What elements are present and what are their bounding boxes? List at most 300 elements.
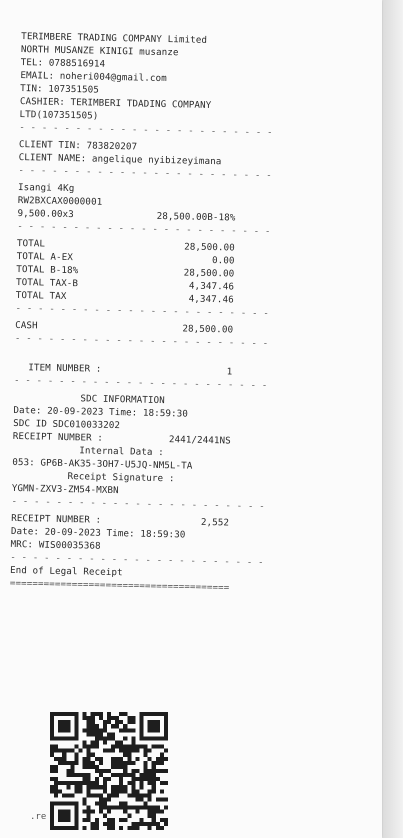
qr-module — [78, 785, 82, 789]
company-name: TERIMBERE TRADING COMPANY Limited — [21, 30, 208, 46]
qr-module — [115, 740, 119, 744]
qr-module — [103, 797, 107, 801]
qr-module — [50, 769, 54, 773]
qr-module — [83, 802, 87, 806]
qr-module — [103, 769, 107, 773]
qr-module — [131, 745, 135, 749]
qr-module — [148, 724, 152, 728]
qr-module — [119, 781, 123, 785]
footer-mrc: MRC: WIS00035368 — [10, 538, 101, 552]
cash-value: 28,500.00 — [182, 323, 234, 336]
qr-module — [58, 818, 62, 822]
qr-module — [160, 757, 164, 761]
qr-module — [127, 826, 131, 830]
qr-module — [103, 806, 107, 810]
qr-module — [103, 781, 107, 785]
qr-module — [91, 761, 95, 765]
qr-module — [62, 712, 66, 716]
qr-module — [131, 728, 135, 732]
qr-module — [87, 789, 91, 793]
qr-module — [91, 826, 95, 830]
qr-module — [91, 781, 95, 785]
qr-module — [62, 810, 66, 814]
qr-module — [62, 724, 66, 728]
qr-module — [70, 802, 74, 806]
qr-module — [140, 806, 144, 810]
qr-module — [156, 826, 160, 830]
qr-module — [123, 761, 127, 765]
qr-module — [62, 720, 66, 724]
qr-module — [50, 728, 54, 732]
qr-module — [160, 736, 164, 740]
qr-module — [107, 810, 111, 814]
qr-module — [87, 720, 91, 724]
qr-module — [83, 765, 87, 769]
qr-module — [62, 781, 66, 785]
qr-module — [62, 818, 66, 822]
qr-module — [148, 769, 152, 773]
qr-module — [99, 793, 103, 797]
qr-module — [74, 826, 78, 830]
separator: - - - - - - - - - - - - - - - - - - - - - - - — [15, 302, 270, 320]
qr-module — [123, 712, 127, 716]
total-value: 4,347.46 — [188, 280, 235, 293]
qr-module — [144, 769, 148, 773]
qr-module — [95, 728, 99, 732]
qr-module — [140, 781, 144, 785]
qr-module — [58, 802, 62, 806]
qr-module — [123, 802, 127, 806]
qr-module — [144, 793, 148, 797]
qr-module — [91, 720, 95, 724]
separator: - - - - - - - - - - - - - - - - - - - - - - - — [13, 374, 268, 392]
qr-module — [95, 736, 99, 740]
qr-module — [95, 781, 99, 785]
qr-module — [144, 765, 148, 769]
qr-module — [119, 785, 123, 789]
qr-module — [70, 773, 74, 777]
qr-module — [54, 769, 58, 773]
qr-module — [83, 728, 87, 732]
qr-module — [111, 716, 115, 720]
qr-module — [83, 740, 87, 744]
qr-module — [78, 773, 82, 777]
qr-module — [152, 806, 156, 810]
qr-module — [66, 761, 70, 765]
qr-module — [152, 712, 156, 716]
qr-module — [91, 724, 95, 728]
qr-module — [74, 757, 78, 761]
qr-module — [123, 789, 127, 793]
qr-module — [144, 753, 148, 757]
qr-module — [74, 728, 78, 732]
qr-module — [107, 732, 111, 736]
qr-module — [115, 785, 119, 789]
qr-module — [156, 757, 160, 761]
qr-module — [58, 724, 62, 728]
qr-module — [50, 785, 54, 789]
qr-module — [74, 781, 78, 785]
qr-module — [111, 826, 115, 830]
qr-module — [115, 789, 119, 793]
company-tel: TEL: 0788516914 — [20, 56, 106, 70]
qr-module — [66, 785, 70, 789]
qr-module — [111, 761, 115, 765]
qr-module — [103, 724, 107, 728]
qr-module — [58, 761, 62, 765]
qr-module — [152, 761, 156, 765]
qr-module — [107, 797, 111, 801]
total-label: TOTAL B-18% — [16, 263, 79, 277]
qr-module — [66, 826, 70, 830]
qr-module — [66, 810, 70, 814]
qr-module — [115, 724, 119, 728]
item-number-value: 1 — [226, 366, 233, 378]
internal-data-value: 053: GP6B-AK35-3OH7-U5JQ-NM5L-TA — [12, 456, 193, 472]
qr-module — [74, 712, 78, 716]
qr-module — [140, 724, 144, 728]
qr-module — [62, 736, 66, 740]
qr-module — [74, 720, 78, 724]
qr-module — [156, 797, 160, 801]
qr-module — [74, 785, 78, 789]
qr-module — [66, 736, 70, 740]
qr-module — [127, 716, 131, 720]
qr-module — [83, 745, 87, 749]
qr-module — [127, 814, 131, 818]
qr-module — [111, 822, 115, 826]
separator: - - - - - - - - - - - - - - - - - - - - - - - — [18, 164, 272, 182]
qr-module — [95, 745, 99, 749]
qr-module — [119, 773, 123, 777]
qr-module — [152, 777, 156, 781]
qr-module — [70, 761, 74, 765]
qr-module — [74, 773, 78, 777]
qr-module — [99, 716, 103, 720]
qr-module — [140, 728, 144, 732]
qr-module — [87, 785, 91, 789]
qr-module — [103, 822, 107, 826]
qr-module — [74, 802, 78, 806]
qr-module — [95, 712, 99, 716]
separator: - - - - - - - - - - - - - - - - - - - - - - - — [11, 495, 265, 513]
qr-module — [91, 785, 95, 789]
total-value: 28,500.00 — [184, 241, 235, 254]
qr-module — [152, 745, 156, 749]
qr-module — [111, 806, 115, 810]
qr-module — [70, 781, 74, 785]
qr-module — [115, 793, 119, 797]
qr-module — [144, 712, 148, 716]
qr-module — [160, 745, 164, 749]
qr-module — [140, 720, 144, 724]
qr-module — [135, 797, 139, 801]
qr-module — [50, 818, 54, 822]
qr-module — [99, 810, 103, 814]
qr-module — [95, 740, 99, 744]
qr-module — [103, 740, 107, 744]
qr-module — [152, 728, 156, 732]
qr-module — [54, 712, 58, 716]
qr-module — [95, 802, 99, 806]
qr-module — [62, 826, 66, 830]
qr-module — [164, 728, 168, 732]
qr-module — [123, 773, 127, 777]
qr-module — [144, 777, 148, 781]
qr-module — [99, 712, 103, 716]
qr-module — [54, 802, 58, 806]
qr-module — [156, 724, 160, 728]
qr-module — [160, 761, 164, 765]
qr-module — [99, 769, 103, 773]
qr-code — [50, 712, 168, 830]
qr-module — [95, 793, 99, 797]
qr-module — [111, 793, 115, 797]
qr-module — [99, 802, 103, 806]
separator: - - - - - - - - - - - - - - - - - - - - - - - — [14, 332, 269, 350]
internal-data-label: Internal Data : — [79, 445, 164, 459]
qr-module — [148, 712, 152, 716]
qr-module — [87, 773, 91, 777]
qr-module — [119, 789, 123, 793]
qr-module — [164, 818, 168, 822]
qr-module — [135, 806, 139, 810]
qr-module — [119, 745, 123, 749]
qr-module — [115, 745, 119, 749]
qr-module — [140, 773, 144, 777]
qr-module — [156, 761, 160, 765]
qr-module — [123, 765, 127, 769]
qr-module — [87, 732, 91, 736]
qr-module — [131, 740, 135, 744]
qr-module — [160, 797, 164, 801]
qr-module — [140, 732, 144, 736]
qr-module — [87, 810, 91, 814]
qr-module — [54, 793, 58, 797]
qr-module — [62, 793, 66, 797]
qr-module — [50, 826, 54, 830]
qr-module — [123, 818, 127, 822]
qr-module — [148, 777, 152, 781]
qr-module — [119, 712, 123, 716]
qr-module — [131, 769, 135, 773]
qr-module — [54, 781, 58, 785]
qr-module — [83, 810, 87, 814]
item-number-label: ITEM NUMBER : — [28, 362, 102, 375]
qr-module — [91, 822, 95, 826]
qr-module — [148, 781, 152, 785]
qr-module — [131, 761, 135, 765]
qr-module — [123, 785, 127, 789]
qr-module — [107, 769, 111, 773]
qr-module — [74, 822, 78, 826]
qr-module — [87, 749, 91, 753]
qr-module — [50, 753, 54, 757]
qr-module — [140, 818, 144, 822]
qr-module — [74, 745, 78, 749]
qr-module — [58, 810, 62, 814]
qr-module — [127, 749, 131, 753]
qr-module — [62, 802, 66, 806]
qr-module — [107, 749, 111, 753]
qr-module — [111, 757, 115, 761]
qr-module — [115, 716, 119, 720]
qr-module — [164, 769, 168, 773]
qr-module — [111, 765, 115, 769]
qr-module — [66, 728, 70, 732]
cashier-line-1: CASHIER: TERIMBERI TDADING COMPANY — [19, 95, 212, 111]
company-tin: TIN: 107351505 — [20, 82, 100, 96]
qr-module — [74, 724, 78, 728]
qr-module — [148, 720, 152, 724]
qr-module — [99, 728, 103, 732]
qr-module — [148, 749, 152, 753]
qr-module — [74, 716, 78, 720]
qr-module — [131, 822, 135, 826]
qr-module — [87, 716, 91, 720]
qr-module — [103, 749, 107, 753]
qr-module — [131, 736, 135, 740]
qr-module — [111, 732, 115, 736]
qr-module — [99, 736, 103, 740]
qr-module — [156, 806, 160, 810]
qr-module — [160, 781, 164, 785]
qr-module — [164, 736, 168, 740]
qr-module — [66, 814, 70, 818]
qr-module — [135, 822, 139, 826]
qr-module — [152, 736, 156, 740]
qr-module — [119, 802, 123, 806]
qr-module — [115, 806, 119, 810]
qr-module — [160, 810, 164, 814]
qr-module — [95, 757, 99, 761]
qr-module — [103, 720, 107, 724]
qr-module — [164, 724, 168, 728]
qr-module — [123, 749, 127, 753]
qr-module — [83, 761, 87, 765]
qr-module — [58, 789, 62, 793]
footer-receipt-value: 2,552 — [200, 516, 230, 529]
qr-module — [156, 777, 160, 781]
qr-module — [140, 745, 144, 749]
qr-module — [156, 736, 160, 740]
company-address: NORTH MUSANZE KINIGI musanze — [20, 43, 179, 59]
qr-module — [91, 732, 95, 736]
qr-module — [156, 822, 160, 826]
qr-module — [131, 793, 135, 797]
qr-module — [123, 753, 127, 757]
client-name: CLIENT NAME: angelique nyibizeyimana — [18, 151, 222, 168]
qr-module — [140, 793, 144, 797]
qr-module — [95, 724, 99, 728]
end-of-receipt: End of Legal Receipt — [9, 564, 123, 579]
qr-module — [131, 806, 135, 810]
qr-module — [70, 712, 74, 716]
qr-module — [135, 769, 139, 773]
qr-module — [152, 810, 156, 814]
qr-module — [152, 781, 156, 785]
client-tin: CLIENT TIN: 783820207 — [18, 138, 138, 153]
signature-label: Receipt Signature : — [67, 471, 175, 485]
qr-module — [87, 777, 91, 781]
qr-module — [107, 826, 111, 830]
qr-module — [123, 736, 127, 740]
qr-module — [140, 785, 144, 789]
qr-module — [107, 736, 111, 740]
qr-module — [148, 806, 152, 810]
qr-module — [66, 769, 70, 773]
qr-module — [144, 761, 148, 765]
item-name: Isangi 4Kg — [17, 181, 75, 195]
qr-module — [74, 753, 78, 757]
qr-module — [95, 732, 99, 736]
qr-module — [131, 773, 135, 777]
sdc-receipt-label: RECEIPT NUMBER : — [12, 430, 104, 444]
qr-module — [54, 789, 58, 793]
qr-module — [135, 789, 139, 793]
page-edge — [383, 0, 403, 838]
qr-module — [127, 773, 131, 777]
separator: - - - - - - - - - - - - - - - - - - - - - - - — [19, 121, 273, 139]
qr-module — [62, 761, 66, 765]
qr-module — [107, 777, 111, 781]
qr-module — [164, 716, 168, 720]
qr-module — [103, 777, 107, 781]
qr-module — [148, 810, 152, 814]
qr-module — [148, 757, 152, 761]
qr-module — [74, 761, 78, 765]
qr-module — [103, 789, 107, 793]
qr-module — [135, 757, 139, 761]
qr-module — [58, 826, 62, 830]
qr-module — [123, 728, 127, 732]
qr-module — [148, 797, 152, 801]
qr-module — [91, 753, 95, 757]
qr-module — [164, 757, 168, 761]
qr-module — [119, 777, 123, 781]
qr-module — [111, 818, 115, 822]
qr-module — [135, 826, 139, 830]
qr-module — [164, 781, 168, 785]
qr-module — [91, 716, 95, 720]
qr-module — [70, 736, 74, 740]
qr-module — [95, 826, 99, 830]
total-label: TOTAL A-EX — [16, 250, 74, 264]
qr-module — [58, 720, 62, 724]
separator: - - - - - - - - - - - - - - - - - - - - - - - — [17, 220, 271, 238]
page-corner-mark: .re — [30, 812, 47, 822]
qr-module — [74, 732, 78, 736]
qr-module — [87, 806, 91, 810]
qr-module — [74, 810, 78, 814]
signature-value: YGMN-ZXV3-ZM54-MXBN — [11, 482, 119, 497]
qr-module — [99, 761, 103, 765]
qr-module — [99, 732, 103, 736]
qr-module — [107, 793, 111, 797]
qr-module — [83, 826, 87, 830]
qr-module — [78, 781, 82, 785]
qr-module — [50, 732, 54, 736]
qr-module — [152, 724, 156, 728]
qr-module — [87, 761, 91, 765]
qr-module — [66, 818, 70, 822]
qr-module — [103, 736, 107, 740]
qr-module — [54, 757, 58, 761]
qr-module — [62, 753, 66, 757]
qr-module — [70, 769, 74, 773]
qr-module — [127, 761, 131, 765]
qr-module — [103, 802, 107, 806]
